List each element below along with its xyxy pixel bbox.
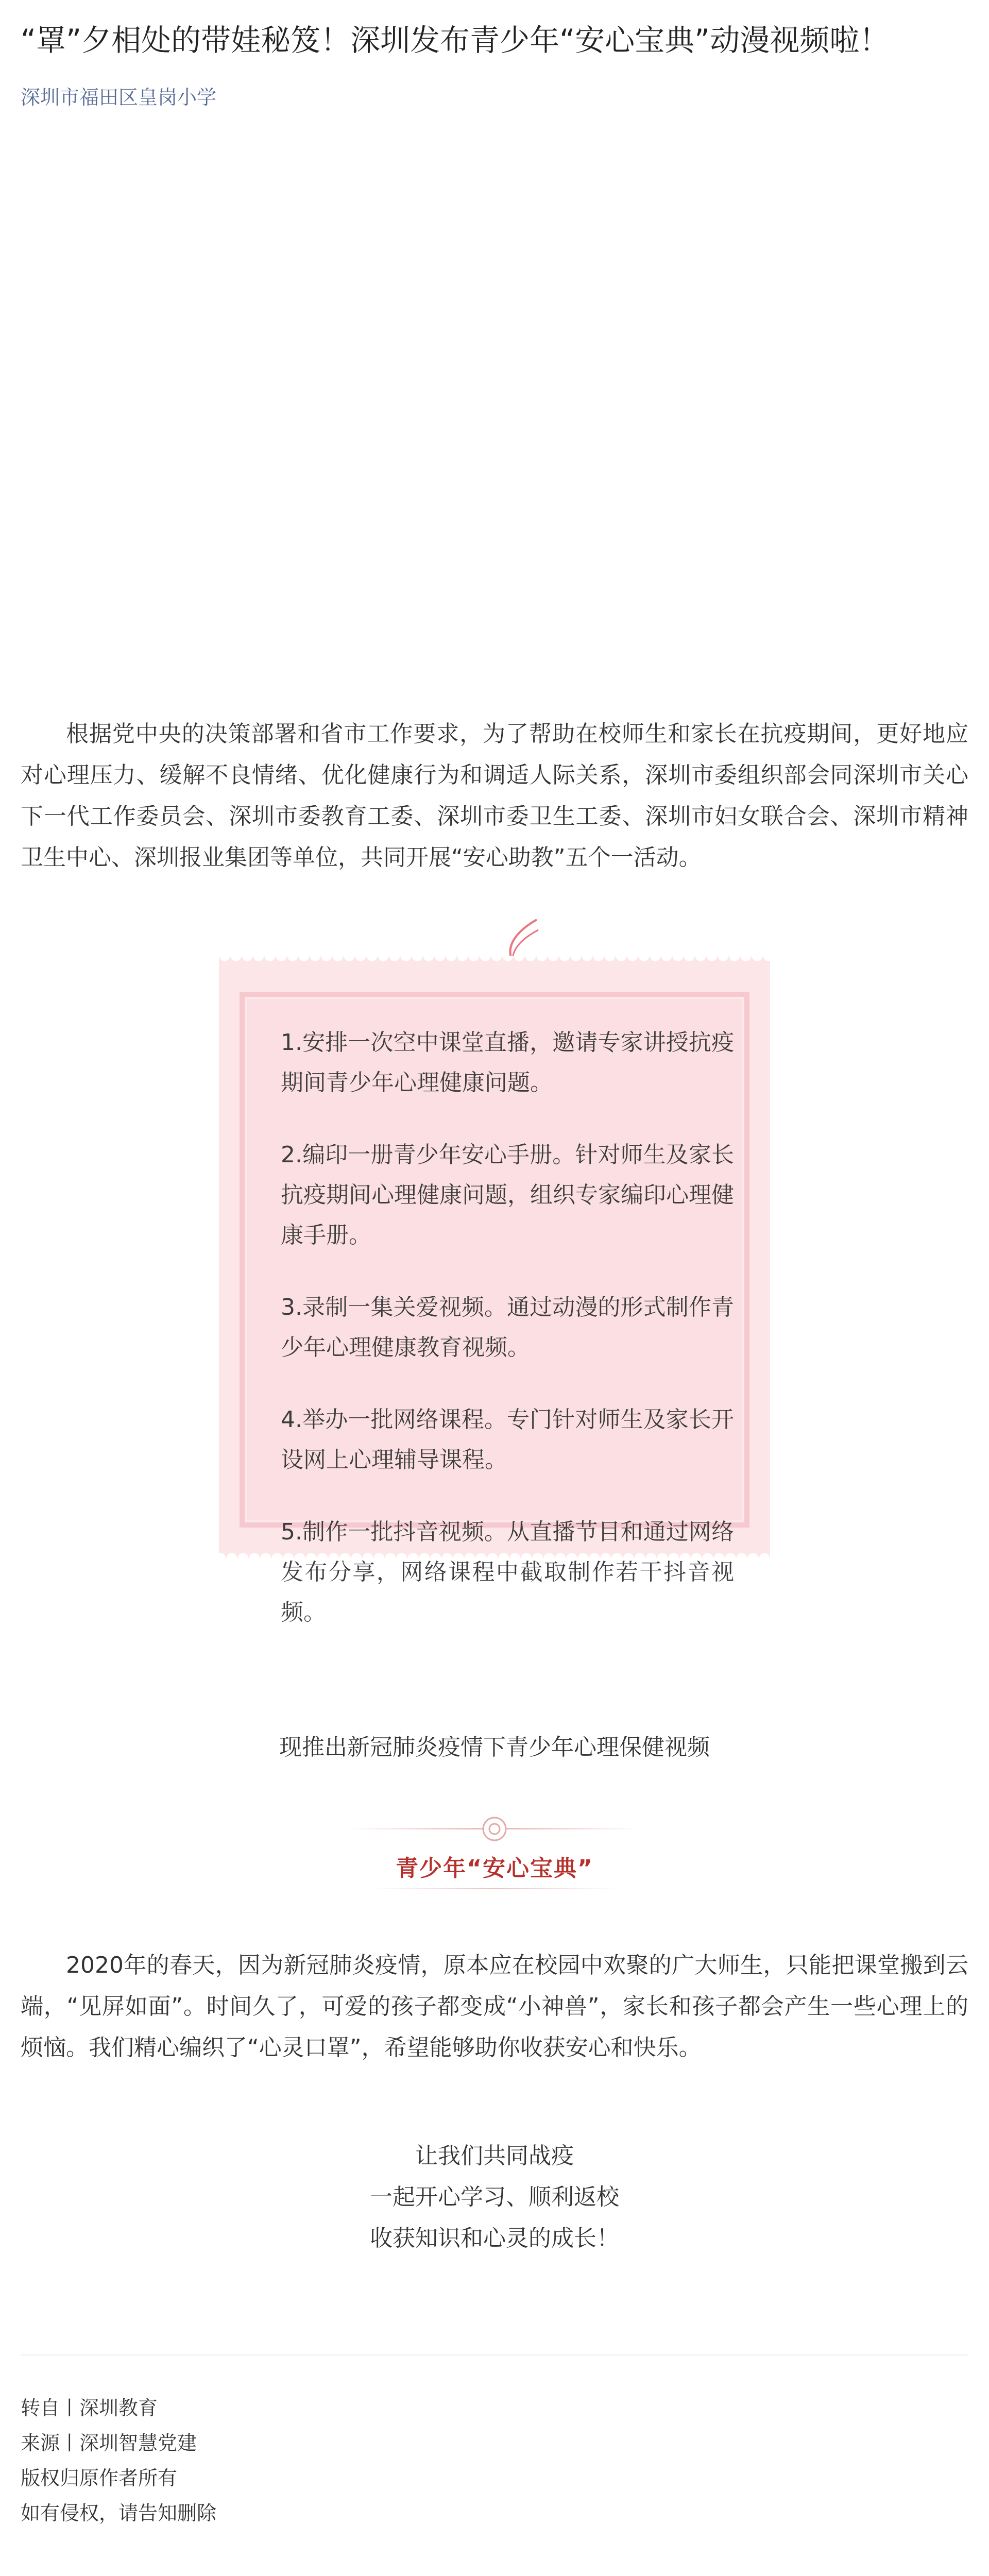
banner-underline [371, 1888, 618, 1889]
footer-line: 版权归原作者所有 [21, 2467, 178, 2489]
article-title: “罩”夕相处的带娃秘笈！深圳发布青少年“安心宝典”动漫视频啦！ [21, 23, 890, 58]
footer-line: 如有侵权，请告知删除 [21, 2502, 217, 2524]
source-footer [21, 2391, 216, 2531]
list-item: 1.安排一次空中课堂直播，邀请专家讲授抗疫期间青少年心理健康问题。 [281, 1029, 734, 1096]
video-intro-text: 现推出新冠肺炎疫情下青少年心理保健视频 [279, 1734, 710, 1760]
author-link[interactable]: 深圳市福田区皇岗小学 [21, 86, 217, 109]
list-item: 5.制作一批抖音视频。从直播节目和通过网络发布分享，网络课程中截取制作若干抖音视频。 [281, 1519, 734, 1625]
video-player-area[interactable] [0, 124, 989, 706]
card-frame [219, 956, 770, 1625]
closing-lines [0, 2136, 989, 2259]
closing-line: 一起开心学习、顺利返校 [370, 2184, 619, 2210]
list-item: 4.举办一批网络课程。专门针对师生及家长开设网上心理辅导课程。 [281, 1406, 734, 1473]
section-banner [340, 1803, 649, 1891]
closing-line: 收获知识和心灵的成长！ [370, 2225, 619, 2251]
card-list [281, 1023, 734, 1665]
story-paragraph: 2020年的春天，因为新冠肺炎疫情，原本应在校园中欢聚的广大师生，只能把课堂搬到云端，“见屏如面”。时间久了，可爱的孩子都变成“小神兽”，家长和孩子都会产生一些心理上的烦恼。我们精心编织了“心灵口罩”，希望能够助你收获安心和快乐。 [21, 1952, 968, 2061]
footer-line: 来源丨深圳智慧党建 [21, 2432, 197, 2454]
banner-title: 青少年“安心宝典” [396, 1855, 593, 1882]
activity-card [219, 914, 770, 1674]
closing-line: 让我们共同战疫 [415, 2143, 574, 2169]
footer-line: 转自丨深圳教育 [21, 2397, 158, 2419]
intro-paragraph: 根据党中央的决策部署和省市工作要求，为了帮助在校师生和家长在抗疫期间，更好地应对心理压力、缓解不良情绪、优化健康行为和调适人际关系，深圳市委组织部会同深圳市关心下一代工作委员会、深圳市委教育工委、深圳市委卫生工委、深圳市妇女联合会、深圳市精神卫生中心、深圳报业集团等单位，共同开展“安心助教”五个一活动。 [21, 721, 968, 871]
card-panel [240, 992, 749, 1625]
footer-divider [21, 2354, 968, 2355]
banner-divider-right [505, 1828, 639, 1829]
banner-divider-left [350, 1828, 484, 1829]
list-item: 2.编印一册青少年安心手册。针对师生及家长抗疫期间心理健康问题，组织专家编印心理健康手册。 [281, 1142, 734, 1248]
list-item: 3.录制一集关爱视频。通过动漫的形式制作青少年心理健康教育视频。 [281, 1294, 734, 1361]
